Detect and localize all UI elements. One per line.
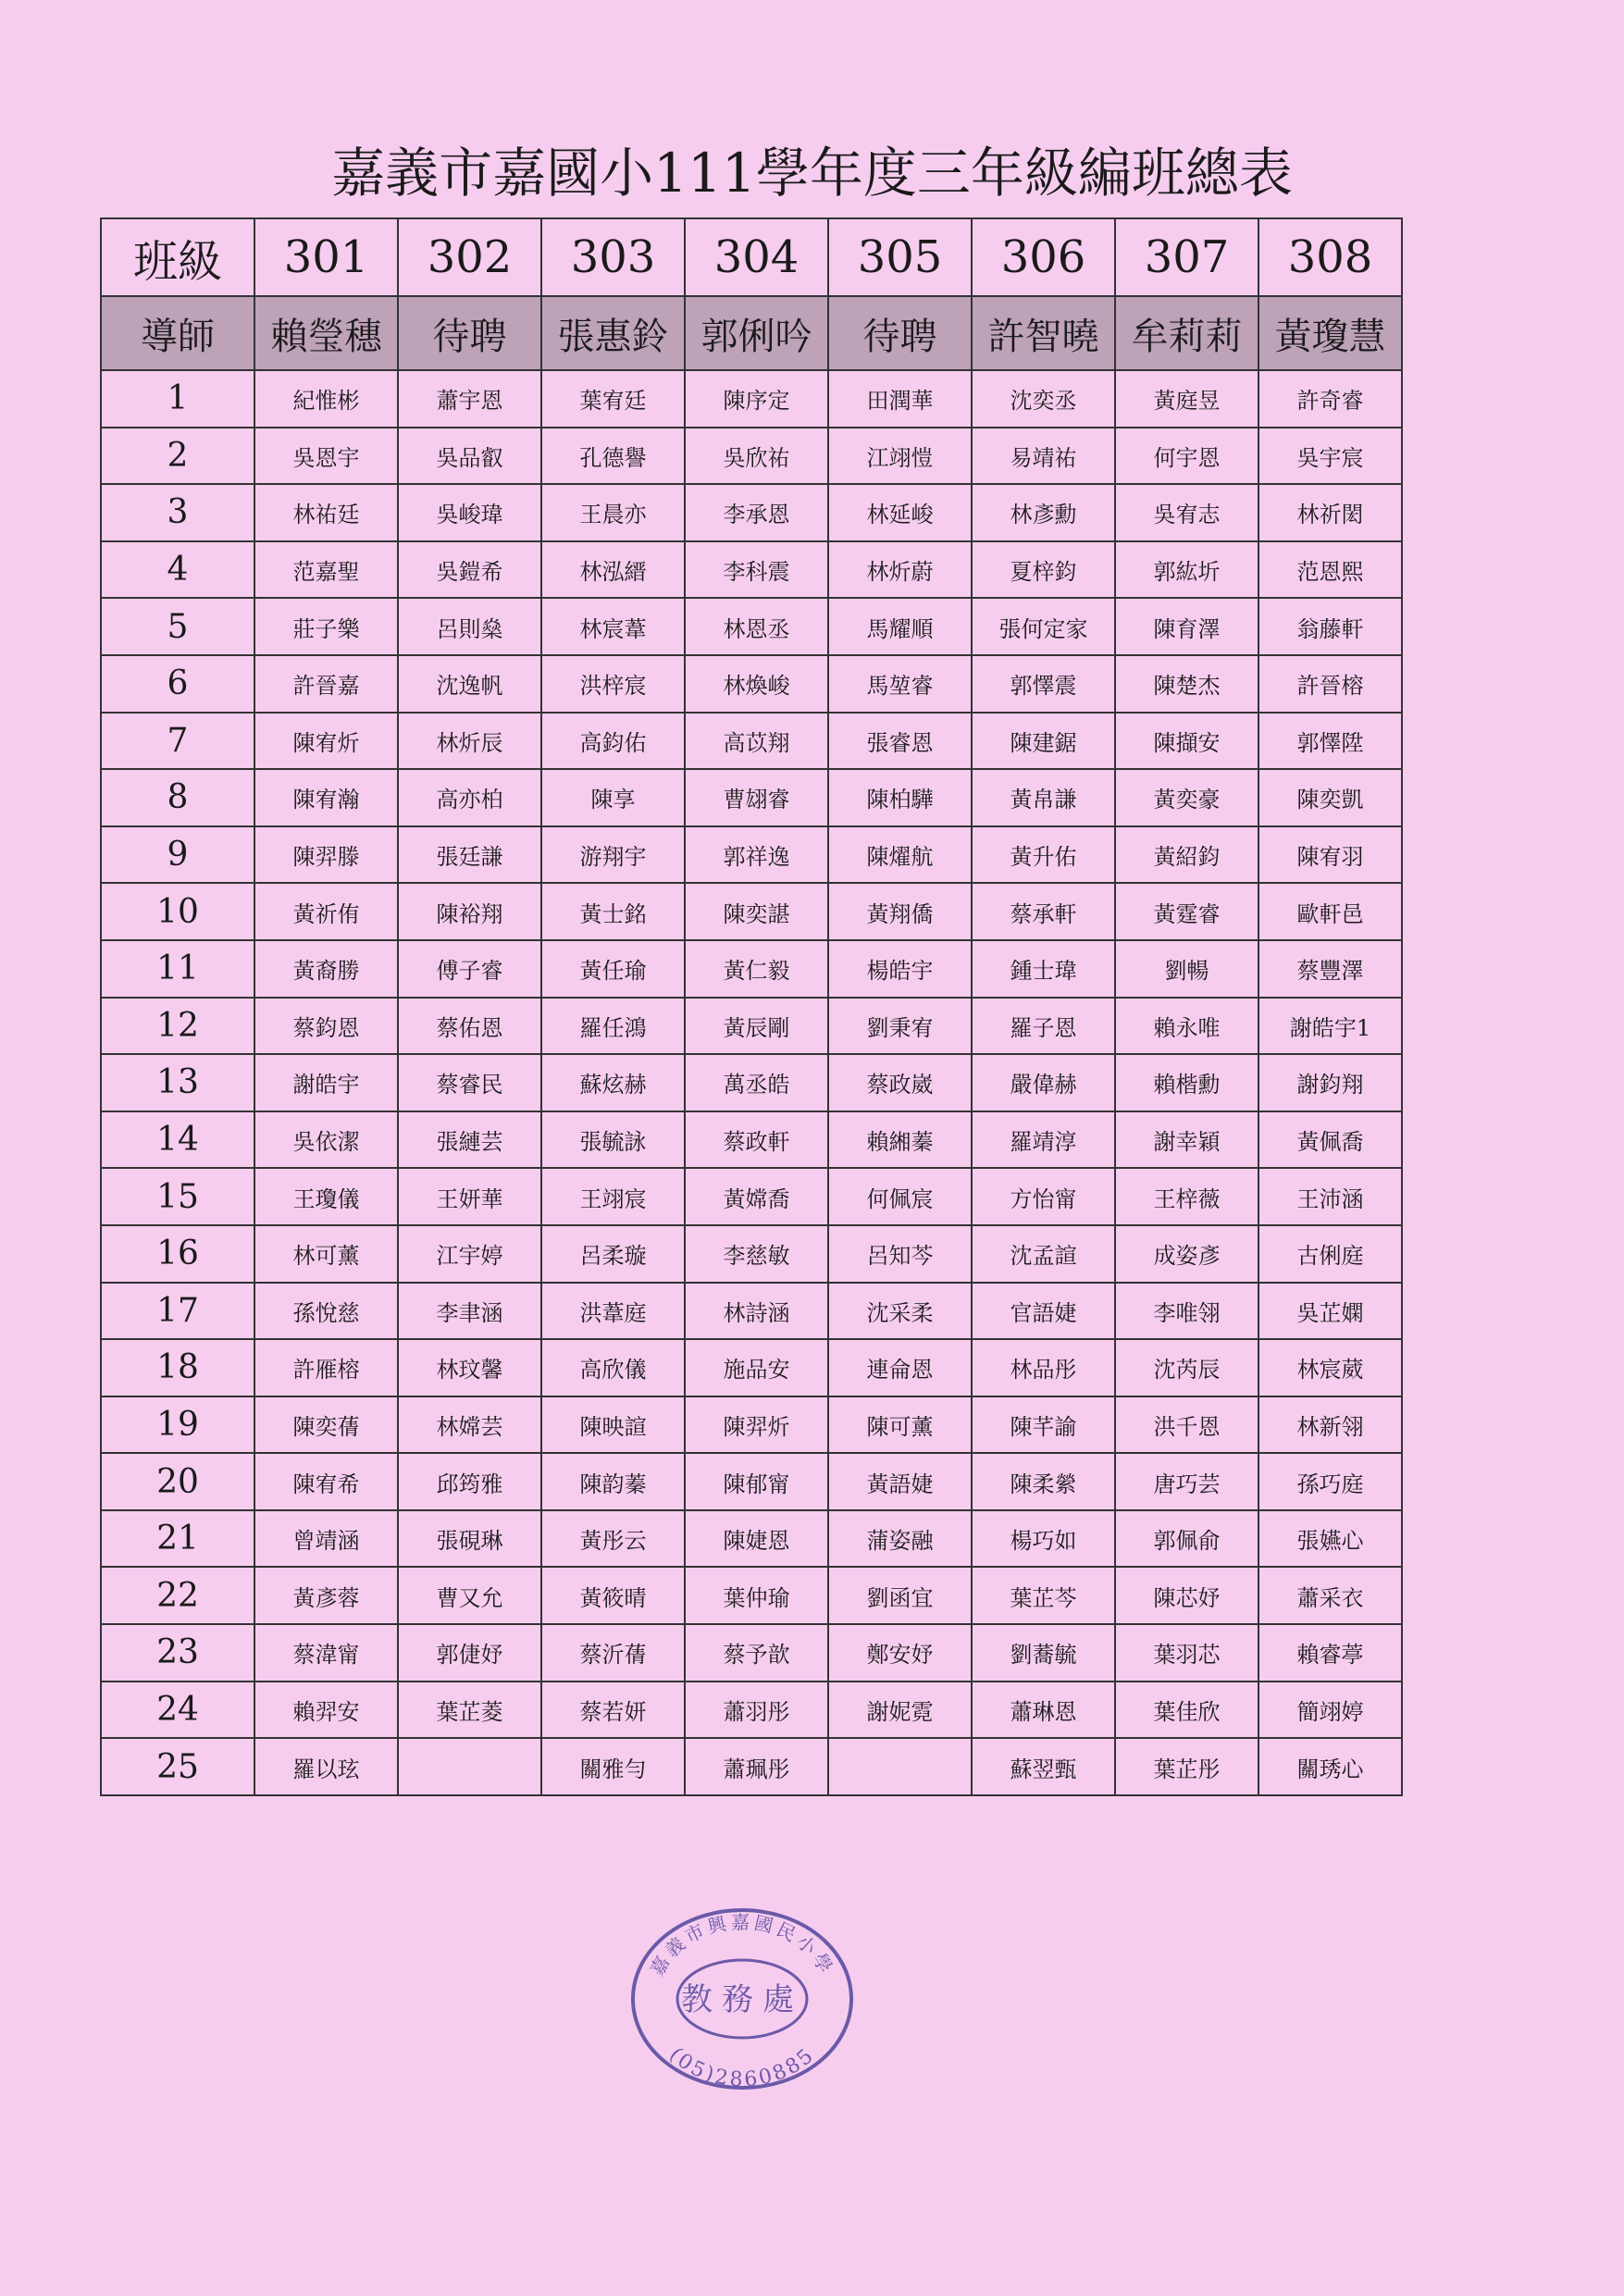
student-name: 楊巧如 [972, 1510, 1115, 1568]
student-name: 劉蕎毓 [972, 1624, 1115, 1682]
student-name: 葉仲瑜 [685, 1567, 828, 1624]
student-name: 陳享 [541, 769, 685, 826]
student-name: 高欣儀 [541, 1339, 685, 1396]
student-name: 黃仁毅 [685, 940, 828, 998]
student-name: 郭倢妤 [398, 1624, 541, 1682]
table-row [101, 428, 1402, 485]
student-name: 羅子恩 [972, 998, 1115, 1055]
student-name: 關琇心 [1258, 1738, 1402, 1795]
student-name: 李慈敏 [685, 1225, 828, 1283]
student-name: 陳序定 [685, 370, 828, 428]
student-name: 關雅勻 [541, 1738, 685, 1795]
student-name: 羅任鴻 [541, 998, 685, 1055]
student-name: 蒲姿融 [828, 1510, 972, 1568]
table-row [101, 713, 1402, 770]
student-name: 賴楷勳 [1115, 1054, 1258, 1111]
student-name: 蕭宇恩 [398, 370, 541, 428]
student-name: 孫巧庭 [1258, 1453, 1402, 1510]
class-number: 307 [1115, 218, 1258, 296]
student-name: 黃霆睿 [1115, 883, 1258, 940]
student-name: 曹又允 [398, 1567, 541, 1624]
student-name: 夏梓鈞 [972, 541, 1115, 599]
student-name: 郭紘圻 [1115, 541, 1258, 599]
student-name: 賴羿安 [254, 1682, 398, 1739]
student-name: 陳羿炘 [685, 1396, 828, 1454]
student-name: 謝皓宇1 [1258, 998, 1402, 1055]
svg-text:嘉義市興嘉國民小學 [646, 1911, 839, 1980]
student-name: 張廷謙 [398, 826, 541, 884]
seat-number: 5 [101, 598, 254, 655]
student-name: 葉宥廷 [541, 370, 685, 428]
seat-number: 10 [101, 883, 254, 940]
student-name: 鄭安妤 [828, 1624, 972, 1682]
student-name: 王翊宸 [541, 1168, 685, 1225]
teacher-label: 導師 [101, 296, 254, 370]
student-name: 張毓詠 [541, 1111, 685, 1169]
seal-bottom-text: (05)2860885 [664, 2042, 820, 2091]
student-name: 黃彤云 [541, 1510, 685, 1568]
student-name: 賴睿葶 [1258, 1624, 1402, 1682]
student-name: 邱筠雅 [398, 1453, 541, 1510]
student-name: 沈奕丞 [972, 370, 1115, 428]
table-row [101, 1453, 1402, 1510]
student-name: 莊子樂 [254, 598, 398, 655]
student-name: 孔德譽 [541, 428, 685, 485]
student-name: 林彥勳 [972, 484, 1115, 541]
student-name: 江宇婷 [398, 1225, 541, 1283]
student-name: 張何定家 [972, 598, 1115, 655]
student-name: 林祈閎 [1258, 484, 1402, 541]
student-name: 黃奕豪 [1115, 769, 1258, 826]
student-name: 吳宥志 [1115, 484, 1258, 541]
student-name: 郭懌陞 [1258, 713, 1402, 770]
table-row [101, 1283, 1402, 1340]
student-name: 蔡睿民 [398, 1054, 541, 1111]
seat-number: 7 [101, 713, 254, 770]
student-name: 吳宇宸 [1258, 428, 1402, 485]
student-name: 陳郁甯 [685, 1453, 828, 1510]
student-name: 郭懌震 [972, 655, 1115, 713]
student-name: 陳映諠 [541, 1396, 685, 1454]
table-row [101, 940, 1402, 998]
student-name: 王瓊儀 [254, 1168, 398, 1225]
student-name: 洪千恩 [1115, 1396, 1258, 1454]
student-name: 葉芷菱 [398, 1682, 541, 1739]
student-name: 謝鈞翔 [1258, 1054, 1402, 1111]
school-seal [622, 1897, 862, 2091]
student-name: 古俐庭 [1258, 1225, 1402, 1283]
student-name: 呂柔璇 [541, 1225, 685, 1283]
student-name: 蕭珮彤 [685, 1738, 828, 1795]
student-name: 吳鎧希 [398, 541, 541, 599]
student-name: 張硯琳 [398, 1510, 541, 1568]
student-name: 黃筱晴 [541, 1567, 685, 1624]
student-name: 陳芊諭 [972, 1396, 1115, 1454]
student-name: 紀惟彬 [254, 370, 398, 428]
student-name: 沈采柔 [828, 1283, 972, 1340]
student-name: 林恩丞 [685, 598, 828, 655]
table-row [101, 998, 1402, 1055]
seat-number: 2 [101, 428, 254, 485]
seat-number: 25 [101, 1738, 254, 1795]
student-name: 吳欣祐 [685, 428, 828, 485]
student-name: 蔡鈞恩 [254, 998, 398, 1055]
student-name: 黃嫦喬 [685, 1168, 828, 1225]
seat-number: 24 [101, 1682, 254, 1739]
seat-number: 12 [101, 998, 254, 1055]
teacher-row [101, 296, 1402, 370]
student-name: 李聿涵 [398, 1283, 541, 1340]
class-label: 班級 [101, 218, 254, 296]
student-name: 蔡湋甯 [254, 1624, 398, 1682]
student-name: 李承恩 [685, 484, 828, 541]
student-name: 游翔宇 [541, 826, 685, 884]
student-name: 蔡政崴 [828, 1054, 972, 1111]
student-name: 蔡若妍 [541, 1682, 685, 1739]
table-row [101, 541, 1402, 599]
student-name: 林延峻 [828, 484, 972, 541]
student-name: 方怡甯 [972, 1168, 1115, 1225]
student-name: 林玟馨 [398, 1339, 541, 1396]
student-name: 陳宥瀚 [254, 769, 398, 826]
seal-top-text: 嘉義市興嘉國民小學 [645, 1911, 839, 1980]
student-name: 陳可薰 [828, 1396, 972, 1454]
student-name: 陳楚杰 [1115, 655, 1258, 713]
student-name: 林嫦芸 [398, 1396, 541, 1454]
student-name: 何宇恩 [1115, 428, 1258, 485]
table-row [101, 370, 1402, 428]
student-name: 陳宥羽 [1258, 826, 1402, 884]
student-name: 林詩涵 [685, 1283, 828, 1340]
teacher-name: 牟莉莉 [1115, 296, 1258, 370]
seat-number: 18 [101, 1339, 254, 1396]
seat-number: 11 [101, 940, 254, 998]
table-row [101, 1738, 1402, 1795]
student-name: 劉暢 [1115, 940, 1258, 998]
student-name: 林祐廷 [254, 484, 398, 541]
student-name: 謝幸穎 [1115, 1111, 1258, 1169]
student-name: 林煥峻 [685, 655, 828, 713]
student-name: 林可薰 [254, 1225, 398, 1283]
student-name: 葉羽芯 [1115, 1624, 1258, 1682]
table-row [101, 1567, 1402, 1624]
student-name: 林品彤 [972, 1339, 1115, 1396]
student-name: 鍾士瑋 [972, 940, 1115, 998]
student-name: 林宸葳 [1258, 1339, 1402, 1396]
student-name: 劉秉宥 [828, 998, 972, 1055]
student-name: 蔡沂蒨 [541, 1624, 685, 1682]
class-number: 306 [972, 218, 1115, 296]
student-name: 黃紹鈞 [1115, 826, 1258, 884]
student-name: 施品安 [685, 1339, 828, 1396]
seat-number: 19 [101, 1396, 254, 1454]
student-name: 陳燿航 [828, 826, 972, 884]
student-name: 王沛涵 [1258, 1168, 1402, 1225]
table-row [101, 1396, 1402, 1454]
student-name: 林炘蔚 [828, 541, 972, 599]
table-row [101, 1225, 1402, 1283]
student-name: 沈孟諠 [972, 1225, 1115, 1283]
student-name: 王妍華 [398, 1168, 541, 1225]
student-name: 蔡承軒 [972, 883, 1115, 940]
student-name: 高苡翔 [685, 713, 828, 770]
student-name: 陳裕翔 [398, 883, 541, 940]
student-name: 黃翔僑 [828, 883, 972, 940]
student-name: 許晉嘉 [254, 655, 398, 713]
seat-number: 3 [101, 484, 254, 541]
student-name: 陳柏驊 [828, 769, 972, 826]
student-name: 黃辰剛 [685, 998, 828, 1055]
class-number: 301 [254, 218, 398, 296]
student-name: 陳宥炘 [254, 713, 398, 770]
student-name: 馬堃睿 [828, 655, 972, 713]
student-name: 蔡予歆 [685, 1624, 828, 1682]
seat-number: 23 [101, 1624, 254, 1682]
seat-number: 14 [101, 1111, 254, 1169]
student-name: 王梓薇 [1115, 1168, 1258, 1225]
student-name: 孫悅慈 [254, 1283, 398, 1340]
student-name: 官語婕 [972, 1283, 1115, 1340]
student-name: 呂知芩 [828, 1225, 972, 1283]
seat-number: 15 [101, 1168, 254, 1225]
table-row [101, 1339, 1402, 1396]
class-number: 308 [1258, 218, 1402, 296]
seat-number: 21 [101, 1510, 254, 1568]
student-name: 黃帛謙 [972, 769, 1115, 826]
student-rows [101, 370, 1402, 1795]
class-number-row [101, 218, 1402, 296]
teacher-name: 待聘 [828, 296, 972, 370]
student-name: 吳峻瑋 [398, 484, 541, 541]
teacher-name: 郭俐吟 [685, 296, 828, 370]
student-name: 成姿彥 [1115, 1225, 1258, 1283]
student-name: 張睿恩 [828, 713, 972, 770]
table-row [101, 1682, 1402, 1739]
student-name: 黃裔勝 [254, 940, 398, 998]
student-name: 陳奕諶 [685, 883, 828, 940]
student-name: 黃祈侑 [254, 883, 398, 940]
student-name: 簡翊婷 [1258, 1682, 1402, 1739]
student-name: 陳育澤 [1115, 598, 1258, 655]
student-name: 蔡豐澤 [1258, 940, 1402, 998]
student-name: 賴緗蓁 [828, 1111, 972, 1169]
student-name: 嚴偉赫 [972, 1054, 1115, 1111]
student-name: 林炘辰 [398, 713, 541, 770]
student-name: 蔡佑恩 [398, 998, 541, 1055]
student-name: 連侖恩 [828, 1339, 972, 1396]
student-name: 羅靖淳 [972, 1111, 1115, 1169]
student-name: 陳宥希 [254, 1453, 398, 1510]
student-name: 陳羿滕 [254, 826, 398, 884]
student-name: 何佩宸 [828, 1168, 972, 1225]
student-name: 歐軒邑 [1258, 883, 1402, 940]
student-name: 高鈞佑 [541, 713, 685, 770]
table-row [101, 1624, 1402, 1682]
student-name: 蘇翌甄 [972, 1738, 1115, 1795]
student-name: 林新翎 [1258, 1396, 1402, 1454]
class-number: 303 [541, 218, 685, 296]
table-row [101, 883, 1402, 940]
student-name: 郭佩俞 [1115, 1510, 1258, 1568]
table-row [101, 826, 1402, 884]
page-title: 嘉義市嘉國小111學年度三年級編班總表 [331, 142, 1293, 205]
svg-text:(05)2860885 [664, 2043, 820, 2091]
student-name: 謝妮霓 [828, 1682, 972, 1739]
student-name: 洪梓宸 [541, 655, 685, 713]
student-name: 黃任瑜 [541, 940, 685, 998]
student-name: 范嘉聖 [254, 541, 398, 599]
student-name: 吳依潔 [254, 1111, 398, 1169]
student-name: 黃彥蓉 [254, 1567, 398, 1624]
seal-center-text: 教務處 [681, 1981, 803, 2018]
seat-number: 13 [101, 1054, 254, 1111]
class-roster-table [100, 217, 1403, 1796]
student-name: 蔡政軒 [685, 1111, 828, 1169]
student-name: 陳奕凱 [1258, 769, 1402, 826]
student-name: 許奇睿 [1258, 370, 1402, 428]
student-name: 陳建鋸 [972, 713, 1115, 770]
table-row [101, 769, 1402, 826]
student-name: 高亦柏 [398, 769, 541, 826]
student-name: 田潤華 [828, 370, 972, 428]
student-name: 蕭采衣 [1258, 1567, 1402, 1624]
teacher-name: 賴瑩穗 [254, 296, 398, 370]
student-name: 吳品叡 [398, 428, 541, 485]
student-name: 洪葦庭 [541, 1283, 685, 1340]
student-name: 陳奕蒨 [254, 1396, 398, 1454]
student-name: 萬丞皓 [685, 1054, 828, 1111]
student-name: 馬耀順 [828, 598, 972, 655]
table-row [101, 1510, 1402, 1568]
student-name: 謝皓宇 [254, 1054, 398, 1111]
student-name: 林宸葦 [541, 598, 685, 655]
seat-number: 22 [101, 1567, 254, 1624]
student-name: 黃庭昱 [1115, 370, 1258, 428]
table-row [101, 484, 1402, 541]
student-name: 沈逸帆 [398, 655, 541, 713]
student-name: 許晉榕 [1258, 655, 1402, 713]
teacher-name: 黃瓊慧 [1258, 296, 1402, 370]
class-number: 304 [685, 218, 828, 296]
student-name: 羅以玹 [254, 1738, 398, 1795]
student-name: 傅子睿 [398, 940, 541, 998]
student-name: 陳柔縈 [972, 1453, 1115, 1510]
student-name: 陳芯妤 [1115, 1567, 1258, 1624]
table-row [101, 655, 1402, 713]
table-row [101, 1168, 1402, 1225]
seat-number: 1 [101, 370, 254, 428]
student-name: 許雁榕 [254, 1339, 398, 1396]
student-name: 呂則燊 [398, 598, 541, 655]
student-name: 翁藤軒 [1258, 598, 1402, 655]
teacher-name: 張惠鈴 [541, 296, 685, 370]
seat-number: 9 [101, 826, 254, 884]
student-name: 黃佩喬 [1258, 1111, 1402, 1169]
teacher-name: 待聘 [398, 296, 541, 370]
class-number: 305 [828, 218, 972, 296]
student-name: 李唯翎 [1115, 1283, 1258, 1340]
student-name: 蘇炫赫 [541, 1054, 685, 1111]
student-name: 陳婕恩 [685, 1510, 828, 1568]
student-name: 陳韵蓁 [541, 1453, 685, 1510]
student-name [398, 1738, 541, 1795]
student-name: 黃士銘 [541, 883, 685, 940]
seat-number: 20 [101, 1453, 254, 1510]
seat-number: 17 [101, 1283, 254, 1340]
seat-number: 16 [101, 1225, 254, 1283]
student-name: 葉芷彤 [1115, 1738, 1258, 1795]
student-name: 王晨亦 [541, 484, 685, 541]
student-name: 劉函宜 [828, 1567, 972, 1624]
student-name: 郭祥逸 [685, 826, 828, 884]
student-name: 吳恩宇 [254, 428, 398, 485]
student-name: 林泓縉 [541, 541, 685, 599]
table-row [101, 1054, 1402, 1111]
teacher-name: 許智曉 [972, 296, 1115, 370]
student-name: 葉芷芩 [972, 1567, 1115, 1624]
student-name: 張嬿心 [1258, 1510, 1402, 1568]
student-name: 范恩熙 [1258, 541, 1402, 599]
student-name: 陳擷安 [1115, 713, 1258, 770]
table-row [101, 1111, 1402, 1169]
student-name: 楊皓宇 [828, 940, 972, 998]
student-name: 黃語婕 [828, 1453, 972, 1510]
table-row [101, 598, 1402, 655]
seat-number: 6 [101, 655, 254, 713]
student-name: 蕭琳恩 [972, 1682, 1115, 1739]
student-name [828, 1738, 972, 1795]
class-number: 302 [398, 218, 541, 296]
student-name: 葉佳欣 [1115, 1682, 1258, 1739]
seat-number: 4 [101, 541, 254, 599]
student-name: 李科震 [685, 541, 828, 599]
student-name: 賴永唯 [1115, 998, 1258, 1055]
student-name: 蕭羽彤 [685, 1682, 828, 1739]
seat-number: 8 [101, 769, 254, 826]
student-name: 吳芷嫻 [1258, 1283, 1402, 1340]
student-name: 江翊愷 [828, 428, 972, 485]
student-name: 唐巧芸 [1115, 1453, 1258, 1510]
student-name: 黃升佑 [972, 826, 1115, 884]
student-name: 沈芮辰 [1115, 1339, 1258, 1396]
student-name: 張縺芸 [398, 1111, 541, 1169]
student-name: 易靖祐 [972, 428, 1115, 485]
student-name: 曹翃睿 [685, 769, 828, 826]
student-name: 曾靖涵 [254, 1510, 398, 1568]
